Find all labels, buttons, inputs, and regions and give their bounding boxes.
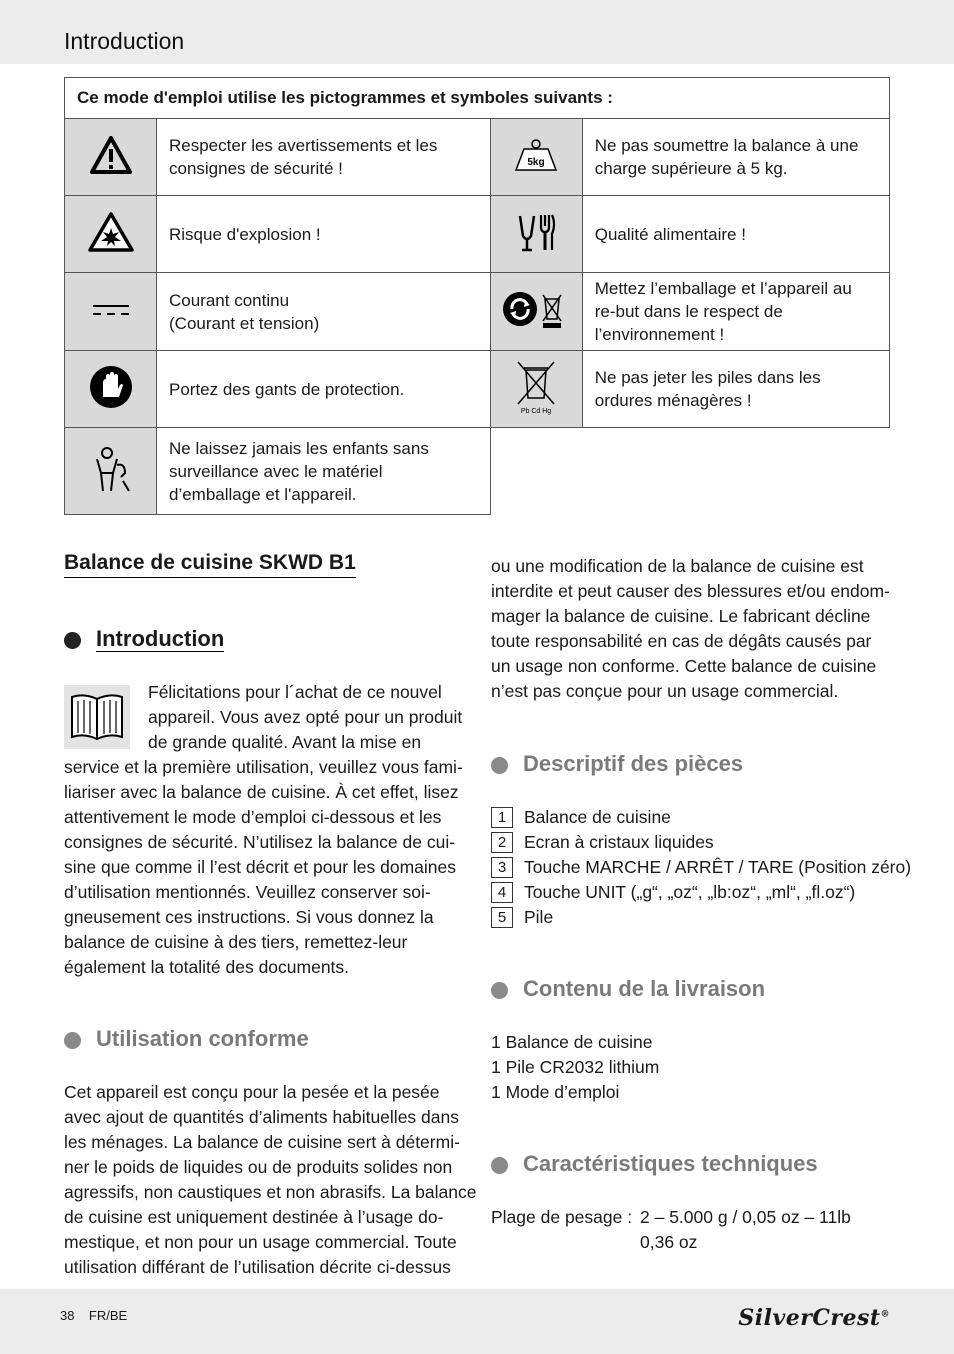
intro-paragraph-start: Félicitations pour l´achat de ce nouvel appareil. Vous avez opté pour un produit de grande qualité. Avant la mise en: [148, 682, 463, 752]
spec-value: 2 – 5.000 g / 0,05 oz – 11lb 0,36 oz: [640, 1207, 851, 1252]
section-heading-descriptif: Descriptif des pièces: [491, 751, 743, 777]
pictogram-table: [64, 77, 890, 515]
section-heading-contenu: Contenu de la livraison: [491, 976, 765, 1002]
pictogram-caption: Ce mode d'emploi utilise les pictogrammes et symboles suivants :: [65, 78, 890, 119]
protective-gloves-icon: [65, 351, 157, 428]
list-item: 3 Touche MARCHE / ARRÊT / TARE (Position zéro): [491, 855, 911, 880]
list-item: 1 Pile CR2032 lithium: [491, 1057, 660, 1077]
battery-icon-label: Pb Cd Hg: [521, 407, 552, 415]
weight-icon-label: 5kg: [527, 156, 545, 168]
page-number: 38 FR/BE: [60, 1308, 128, 1323]
list-item: 5 Pile: [491, 905, 911, 930]
list-item: 1 Mode d’emploi: [491, 1082, 620, 1102]
bullet-icon: [491, 757, 508, 774]
page-title: Introduction: [64, 28, 185, 54]
pictogram-text: Qualité alimentaire !: [582, 196, 889, 273]
header-bar: [0, 0, 954, 64]
explosion-warning-icon: [65, 196, 157, 273]
parts-list: [491, 805, 911, 930]
utilisation-paragraph-continued: ou une modification de la balance de cuisine est interdite et peut causer des blessures et/ou endom- mager la balance de cuisine. Le fabricant décline toute responsabilité en cas de dégâts causés par un usage non conforme. Cette balance de cuisine n’est pas conçue pour un usage commercial.: [491, 556, 890, 701]
dc-line-2: (Courant et tension): [169, 313, 320, 333]
pictogram-text: Respecter les avertissements et les consignes de sécurité !: [157, 119, 491, 196]
bullet-icon: [64, 632, 81, 649]
section-heading-caracteristiques: Caractéristiques techniques: [491, 1151, 818, 1177]
section-heading-introduction: Introduction: [64, 626, 224, 652]
food-safe-icon: [490, 196, 582, 273]
bullet-icon: [491, 1157, 508, 1174]
pictogram-text: Ne laissez jamais les enfants sans surveillance avec le matériel d’emballage et l'appareil.: [157, 428, 491, 515]
pictogram-text: Ne pas soumettre la balance à une charge supérieure à 5 kg.: [582, 119, 889, 196]
warning-triangle-icon: [65, 119, 157, 196]
pictogram-text: Risque d'explosion !: [157, 196, 491, 273]
pictogram-text: Ne pas jeter les piles dans les ordures ménagères !: [582, 351, 889, 428]
dc-line-1: Courant continu: [169, 290, 290, 310]
pictogram-text: Portez des gants de protection.: [157, 351, 491, 428]
list-item: 4 Touche UNIT („g“, „oz“, „lb:oz“, „ml“, „fl.oz“): [491, 880, 911, 905]
no-battery-bin-icon: [490, 351, 582, 428]
list-item: 1 Balance de cuisine: [491, 1032, 653, 1052]
child-warning-icon: [65, 428, 157, 515]
utilisation-paragraph: Cet appareil est conçu pour la pesée et la pesée avec ajout de quantités d’aliments habituelles dans les ménages. La balance de cuisine sert à détermi- ner le poids de liquides ou de produits solides non agressifs, non caustiques et non abrasifs. La balance de cuisine est uniquement destinée à l’usage do- mestique, et non pour un usage commercial. Toute utilisation différant de l’utilisation décrite ci-dessus: [64, 1082, 477, 1277]
intro-paragraph: service et la première utilisation, veuillez vous fami- liariser avec la balance de cuisine. À cet effet, lisez attentivement le mode d’emploi ci-dessous et les consignes de sécurité. N’utilisez la balance de cui- sine que comme il l’est décrit et pour les domaines d’utilisation mentionnés. Veuillez conserver soi- gneusement ces instructions. Si vous donnez la balance de cuisine à des tiers, remettez-leur également la totalité des documents.: [64, 757, 463, 977]
section-heading-utilisation: Utilisation conforme: [64, 1026, 309, 1052]
bullet-icon: [491, 982, 508, 999]
footer-bar: [0, 1289, 954, 1354]
weight-5kg-icon: [490, 119, 582, 196]
book-icon: [64, 685, 130, 749]
contenu-list: [491, 1030, 659, 1105]
pictogram-text: [157, 273, 491, 351]
brand-logo: SilverCrest®: [738, 1305, 890, 1331]
pictogram-text: Mettez l’emballage et l’appareil au re-but dans le respect de l’environnement !: [582, 273, 889, 351]
recycling-icon: [490, 273, 582, 351]
bullet-icon: [64, 1032, 81, 1049]
direct-current-icon: [65, 273, 157, 351]
spec-label: Plage de pesage :: [491, 1207, 633, 1227]
list-item: 1 Balance de cuisine: [491, 805, 911, 830]
main-title: Balance de cuisine SKWD B1: [64, 551, 356, 578]
list-item: 2 Ecran à cristaux liquides: [491, 830, 911, 855]
